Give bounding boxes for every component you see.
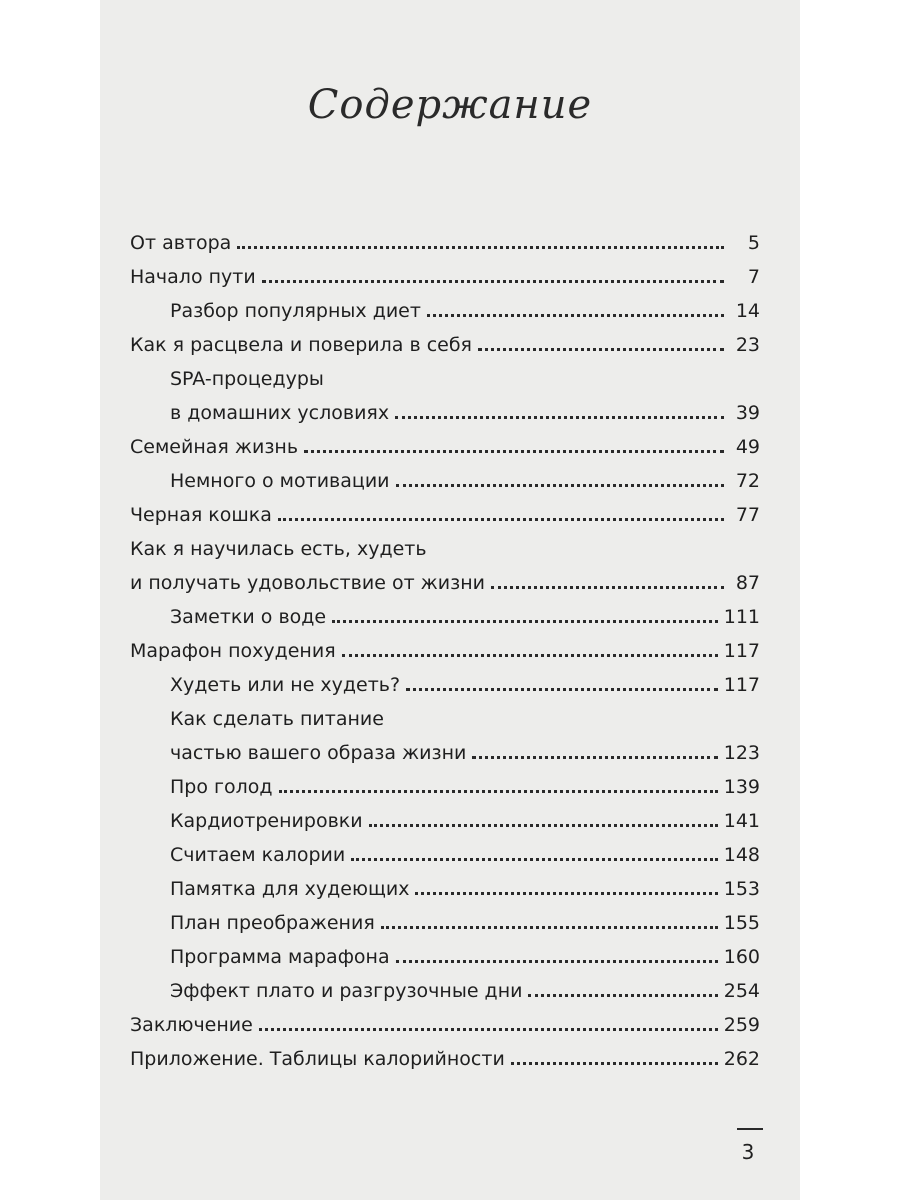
toc-entry-page: 23 — [735, 334, 760, 356]
dot-leader — [304, 449, 724, 453]
dot-leader — [491, 585, 724, 589]
toc-entry — [130, 695, 760, 729]
toc-entry-page: 117 — [723, 640, 760, 662]
toc-entry-page: 254 — [723, 980, 760, 1002]
book-page — [100, 0, 800, 1200]
dot-leader — [478, 347, 724, 351]
toc-entry — [130, 797, 760, 831]
dot-leader — [259, 1027, 718, 1031]
toc-entry-title: Заметки о воде — [170, 606, 327, 628]
toc-entry — [130, 389, 760, 423]
toc-entry-title: Худеть или не худеть? — [170, 674, 401, 696]
dot-leader — [511, 1061, 718, 1065]
toc-entry-page: 141 — [723, 810, 760, 832]
toc-entry-page: 14 — [735, 300, 760, 322]
toc-entry — [130, 355, 760, 389]
toc-entry-title: От автора — [130, 232, 232, 254]
toc-entry-title: Как я научилась есть, худеть — [130, 538, 427, 560]
dot-leader — [427, 313, 724, 317]
toc-entry-title: и получать удовольствие от жизни — [130, 572, 486, 594]
toc-entry-title: Немного о мотивации — [170, 470, 390, 492]
toc-entry-title: Начало пути — [130, 266, 256, 288]
toc-entry — [130, 1035, 760, 1069]
toc-entry — [130, 661, 760, 695]
dot-leader — [528, 993, 717, 997]
toc-entry — [130, 1001, 760, 1035]
toc-entry-title: Памятка для худеющих — [170, 878, 410, 900]
dot-leader — [369, 823, 718, 827]
toc-entry-title: SPA-процедуры — [170, 368, 324, 390]
toc-entry-page: 139 — [723, 776, 760, 798]
dot-leader — [278, 517, 724, 521]
dot-leader — [381, 925, 718, 929]
toc-entry-title: Приложение. Таблицы калорийности — [130, 1048, 505, 1070]
toc-entry — [130, 763, 760, 797]
toc-entry-title: Черная кошка — [130, 504, 272, 526]
toc-entry-title: Считаем калории — [170, 844, 346, 866]
toc-entry-page: 87 — [735, 572, 760, 594]
dot-leader — [279, 789, 718, 793]
dot-leader — [351, 857, 717, 861]
toc-entry — [130, 559, 760, 593]
toc-entry — [130, 729, 760, 763]
toc-entry-title: Про голод — [170, 776, 273, 798]
toc-entry-title: Заключение — [130, 1014, 253, 1036]
toc-entry-page: 49 — [735, 436, 760, 458]
toc-entry-page: 148 — [723, 844, 760, 866]
toc-entry-title: Разбор популярных диет — [170, 300, 421, 322]
toc-entry-title: План преображения — [170, 912, 375, 934]
toc-heading: Содержание — [307, 82, 593, 128]
dot-leader — [406, 687, 718, 691]
toc-entry — [130, 831, 760, 865]
toc-entry — [130, 253, 760, 287]
toc-entry — [130, 219, 760, 253]
toc-entry — [130, 865, 760, 899]
toc-entry — [130, 967, 760, 1001]
dot-leader — [395, 415, 724, 419]
toc-entry — [130, 593, 760, 627]
toc-entry-page: 117 — [723, 674, 760, 696]
dot-leader — [396, 959, 718, 963]
toc-entry-title: Как сделать питание — [170, 708, 384, 730]
dot-leader — [472, 755, 717, 759]
toc-entry-page: 153 — [723, 878, 760, 900]
dot-leader — [237, 245, 724, 249]
dot-leader — [342, 653, 718, 657]
dot-leader — [332, 619, 718, 623]
toc-entry-page: 77 — [735, 504, 760, 526]
toc-entry — [130, 899, 760, 933]
dot-leader — [396, 483, 724, 487]
page-number-rule — [737, 1128, 763, 1130]
toc-entry-title: частью вашего образа жизни — [170, 742, 467, 764]
toc-entry-title: Эффект плато и разгрузочные дни — [170, 980, 523, 1002]
toc-entry-title: в домашних условиях — [170, 402, 390, 424]
toc-entry-title: Марафон похудения — [130, 640, 336, 662]
toc-entry — [130, 287, 760, 321]
toc-entry-title: Как я расцвела и поверила в себя — [130, 334, 472, 356]
toc-entry-title: Семейная жизнь — [130, 436, 299, 458]
toc-entry-page: 262 — [723, 1048, 760, 1070]
toc-entry — [130, 457, 760, 491]
toc-entry — [130, 933, 760, 967]
toc-entry-title: Кардиотренировки — [170, 810, 363, 832]
dot-leader — [262, 279, 724, 283]
toc-entry — [130, 321, 760, 355]
toc-list — [130, 219, 760, 1069]
toc-entry-page: 160 — [723, 946, 760, 968]
toc-entry-page: 155 — [723, 912, 760, 934]
toc-entry-page: 72 — [735, 470, 760, 492]
toc-entry — [130, 525, 760, 559]
toc-entry — [130, 423, 760, 457]
dot-leader — [415, 891, 717, 895]
toc-entry — [130, 627, 760, 661]
toc-entry-title: Программа марафона — [170, 946, 390, 968]
page-number: 3 — [741, 1140, 755, 1164]
toc-entry — [130, 491, 760, 525]
toc-entry-page: 123 — [723, 742, 760, 764]
toc-entry-page: 259 — [723, 1014, 760, 1036]
toc-entry-page: 111 — [723, 606, 760, 628]
toc-entry-page: 5 — [747, 232, 760, 254]
toc-entry-page: 39 — [735, 402, 760, 424]
toc-entry-page: 7 — [747, 266, 760, 288]
